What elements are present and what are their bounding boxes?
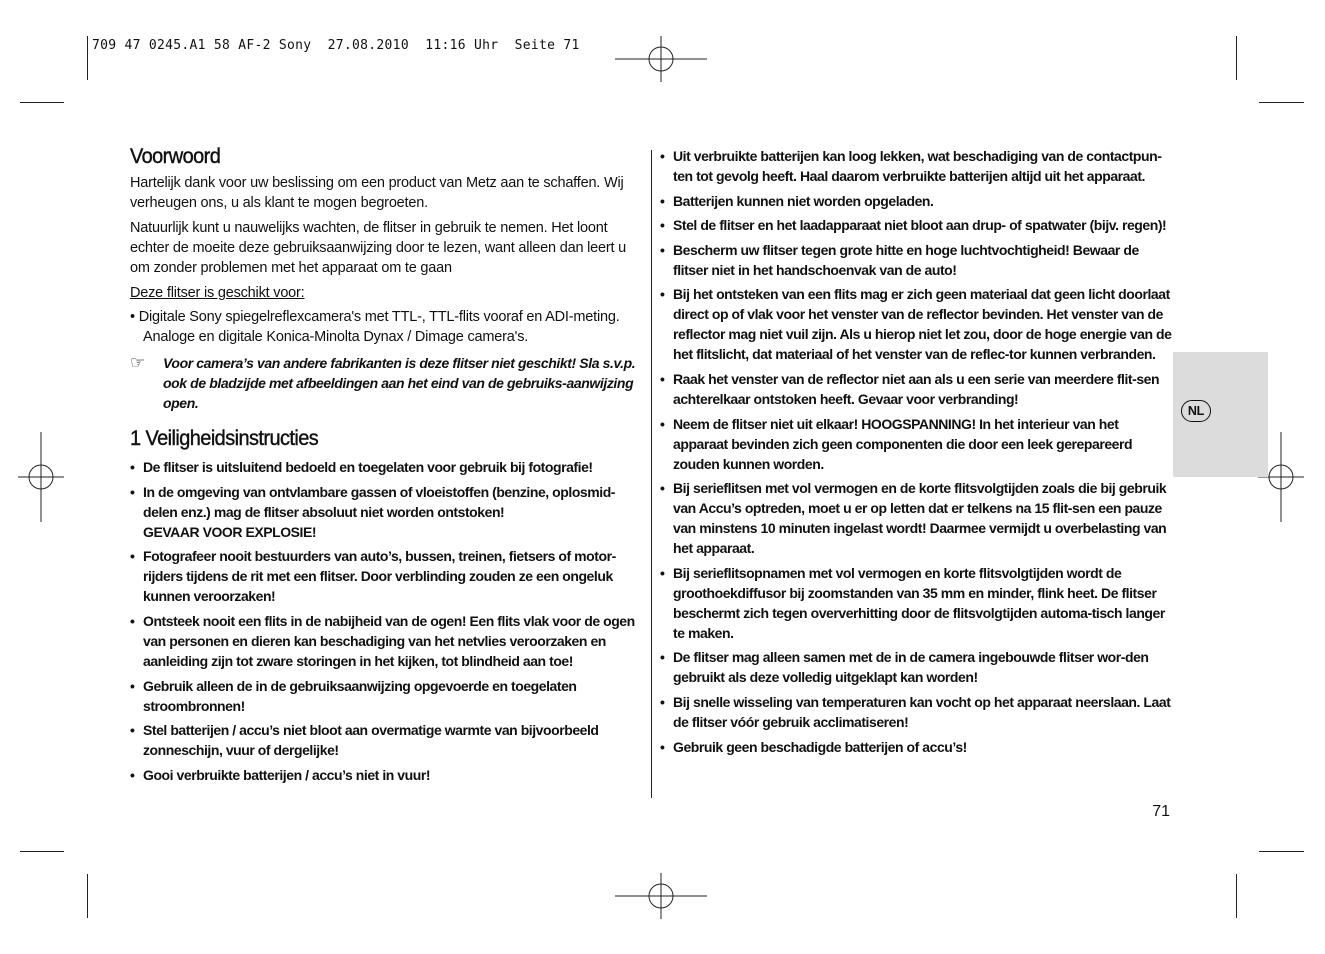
- language-badge: NL: [1181, 400, 1211, 422]
- foreword-intro: [130, 173, 642, 278]
- note-text: Voor camera’s van andere fabrikanten is deze flitser niet geschikt! Sla s.v.p. ook de bladzijde met afbeeldingen aan het eind van de gebruiks-aanwijzing open.: [163, 355, 636, 411]
- registration-mark-icon: [18, 432, 64, 522]
- registration-mark-icon: [615, 873, 707, 919]
- suitable-title: Deze flitser is geschikt voor:: [130, 285, 305, 301]
- list-item: • De flitser is uitsluitend bedoeld en toegelaten voor gebruik bij fotografie!: [130, 457, 642, 477]
- registration-mark-icon: [615, 36, 707, 82]
- left-column: [130, 145, 642, 790]
- column-divider: [651, 150, 652, 798]
- list-item-text: In de omgeving van ontvlambare gassen of vloeistoffen (benzine, oplosmid-delen enz.) mag de flitser absoluut niet worden ontstoken!: [143, 483, 616, 520]
- list-item: • Fotografeer nooit bestuurders van auto’s, bussen, treinen, fietsers of motor-rijders tijdens de rit met een flitser. Door verblinding zouden ze een ongeluk kunnen veroorzaken!: [130, 546, 642, 606]
- list-item: • Bij het ontsteken van een flits mag er zich geen materiaal dat geen licht doorlaat direct op of vlak voor het venster van de reflector bevinden. Het venster van de reflector mag niet vuil zijn. Als u hierop niet let zou, door de hoge energie van de het flitslicht, dat materiaal of het venster van de reflec-tor kunnen verbranden.: [660, 284, 1175, 364]
- list-item: • Stel de flitser en het laadapparaat niet bloot aan drup- of spatwater (bijv. regen)!: [660, 215, 1175, 235]
- crop-mark: [1236, 874, 1237, 918]
- list-item: • Uit verbruikte batterijen kan loog lekken, wat beschadiging van de contactpun-ten tot gevolg heeft. Haal daarom verbruikte batterijen altijd uit het apparaat.: [660, 146, 1175, 186]
- list-item: • Gebruik geen beschadigde batterijen of accu’s!: [660, 737, 1175, 757]
- list-item: • Bij serieflitsopnamen met vol vermogen en korte flitsvolgtijden wordt de groothoekdiffusor bij zoomstanden van 35 mm en minder, flink heet. De flitser beschermt zich tegen oververhitting door de flitsvolgtijden automa-tisch langer te maken.: [660, 563, 1175, 643]
- crop-mark: [1259, 102, 1304, 103]
- crop-mark: [1236, 36, 1237, 80]
- list-item: • Bij serieflitsen met vol vermogen en de korte flitsvolgtijden zoals die bij gebruik van Accu’s optreden, moet u er op letten dat er telkens na 15 flit-sen een pauze van minstens 10 minuten ingelast wordt! Daarmee vermijdt u overbelasting van het apparaat.: [660, 478, 1175, 558]
- crop-mark: [20, 102, 64, 103]
- list-item: • Batterijen kunnen niet worden opgeladen.: [660, 191, 1175, 211]
- foreword-title: Voorwoord: [130, 145, 221, 168]
- list-item: • Ontsteek nooit een flits in de nabijheid van de ogen! Een flits vlak voor de ogen van personen en dieren kan beschadiging van het netvlies veroorzaken en aanleiding zijn tot zware storingen in het kijken, tot blindheid aan toe!: [130, 611, 642, 671]
- list-item: • Neem de flitser niet uit elkaar! HOOGSPANNING! In het interieur van het apparaat bevinden zich geen componenten die door een leek gerepareerd zouden kunnen worden.: [660, 414, 1175, 474]
- foreword-paragraph: Natuurlijk kunt u nauwelijks wachten, de flitser in gebruik te nemen. Het loont echter de moeite deze gebruiksaanwijzing door te lezen, want alleen dan leert u om zonder problemen met het apparaat om te gaan: [130, 220, 627, 276]
- note: [130, 353, 642, 413]
- safety-list-left: [130, 457, 642, 785]
- crop-mark: [87, 36, 88, 80]
- list-item: • Stel batterijen / accu’s niet bloot aan overmatige warmte van bijvoorbeeld zonneschijn, vuur of dergelijke!: [130, 720, 642, 760]
- warning-text: GEVAAR VOOR EXPLOSIE!: [143, 523, 317, 540]
- list-item: • Bescherm uw flitser tegen grote hitte en hoge luchtvochtigheid! Bewaar de flitser niet in het handschoenvak van de auto!: [660, 240, 1175, 280]
- safety-title: 1 Veiligheidsinstructies: [130, 427, 319, 450]
- list-item: • Gooi verbruikte batterijen / accu’s niet in vuur!: [130, 765, 642, 785]
- page-number: 71: [1152, 803, 1170, 820]
- list-item: • Gebruik alleen de in de gebruiksaanwijzing opgevoerde en toegelaten stroombronnen!: [130, 676, 642, 716]
- crop-mark: [20, 851, 64, 852]
- pointing-hand-icon: ☞: [130, 353, 146, 373]
- right-column: [660, 146, 1175, 761]
- suitable-item: • Digitale Sony spiegelreflexcamera's met TTL-, TTL-flits vooraf en ADI-meting. Analoge en digitale Konica-Minolta Dynax / Dimage camera's.: [130, 309, 620, 345]
- list-item: • Raak het venster van de reflector niet aan als u een serie van meerdere flit-sen achterelkaar ontstoken heeft. Gevaar voor verbranding!: [660, 369, 1175, 409]
- list-item: • De flitser mag alleen samen met de in de camera ingebouwde flitser wor-den gebruikt als deze volledig uitgeklapt kan worden!: [660, 647, 1175, 687]
- foreword-paragraph: Hartelijk dank voor uw beslissing om een product van Metz aan te schaffen. Wij verheugen ons, u als klant te mogen begroeten.: [130, 175, 624, 211]
- crop-mark: [87, 874, 88, 918]
- safety-list-right: [660, 146, 1175, 757]
- list-item: [130, 482, 642, 542]
- print-slug: 709 47 0245.A1 58 AF-2 Sony 27.08.2010 11:16 Uhr Seite 71: [92, 38, 580, 53]
- crop-mark: [1259, 851, 1304, 852]
- list-item: • Bij snelle wisseling van temperaturen kan vocht op het apparaat neerslaan. Laat de flitser vóór gebruik acclimatiseren!: [660, 692, 1175, 732]
